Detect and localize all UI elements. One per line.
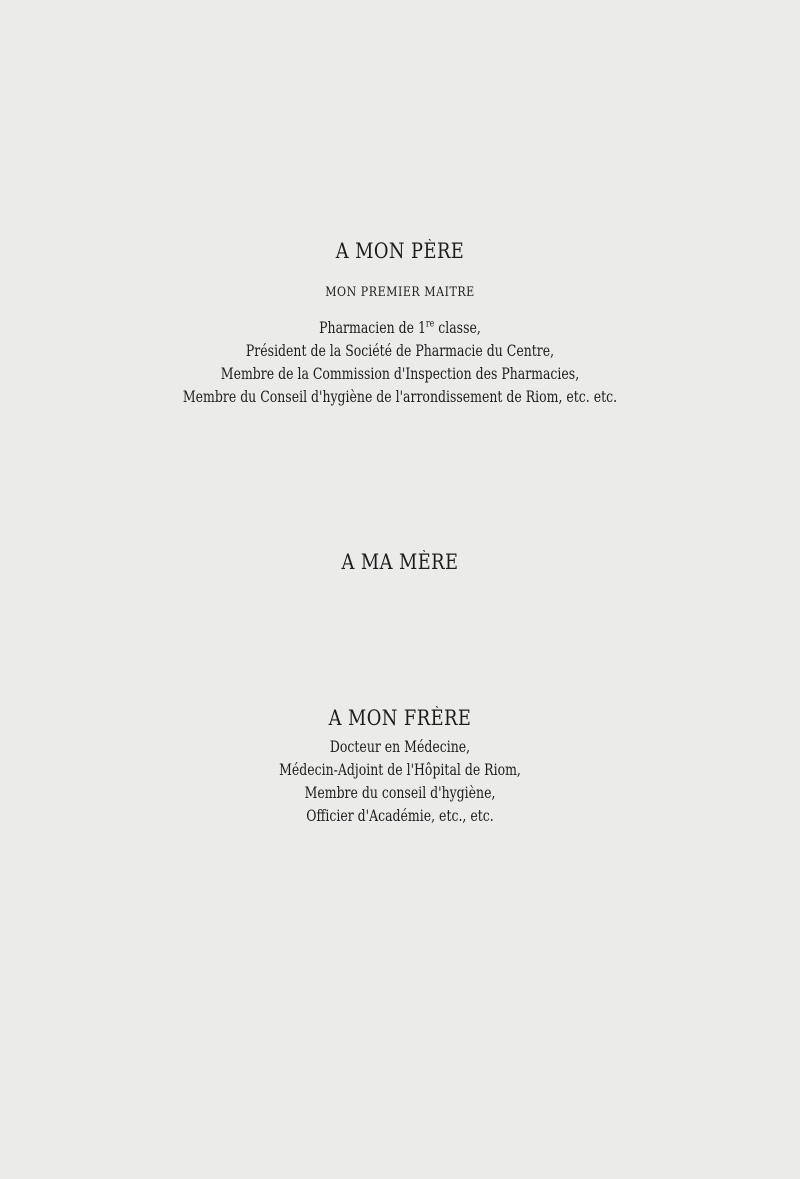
mother-heading: A MA MÈRE: [341, 550, 459, 574]
dedication-father: [0, 238, 800, 408]
brother-title-line: Membre du conseil d'hygiène,: [304, 783, 496, 802]
father-subheading: MON PREMIER MAITRE: [325, 285, 475, 300]
brother-heading: A MON FRÈRE: [328, 706, 472, 730]
father-title-line: Membre du Conseil d'hygiène de l'arrondissement de Riom, etc. etc.: [182, 387, 618, 406]
father-title-line-text: Pharmacien de: [319, 318, 418, 337]
father-title-line: Membre de la Commission d'Inspection des Pharmacies,: [220, 364, 580, 383]
father-title-line: [88, 316, 712, 339]
dedication-brother: [0, 705, 800, 827]
father-heading: A MON PÈRE: [335, 239, 465, 263]
class-superscript: re: [425, 318, 435, 330]
father-titles: [0, 316, 800, 408]
father-title-line-end: classe,: [434, 318, 481, 337]
father-title-line: Président de la Société de Pharmacie du Centre,: [245, 341, 555, 360]
brother-title-line: Docteur en Médecine,: [329, 737, 471, 756]
brother-titles: [0, 735, 800, 827]
dedication-mother: [0, 549, 800, 575]
brother-title-line: Médecin-Adjoint de l'Hôpital de Riom,: [279, 760, 521, 779]
class-number: 1: [417, 318, 426, 337]
brother-title-line: Officier d'Académie, etc., etc.: [306, 806, 494, 825]
